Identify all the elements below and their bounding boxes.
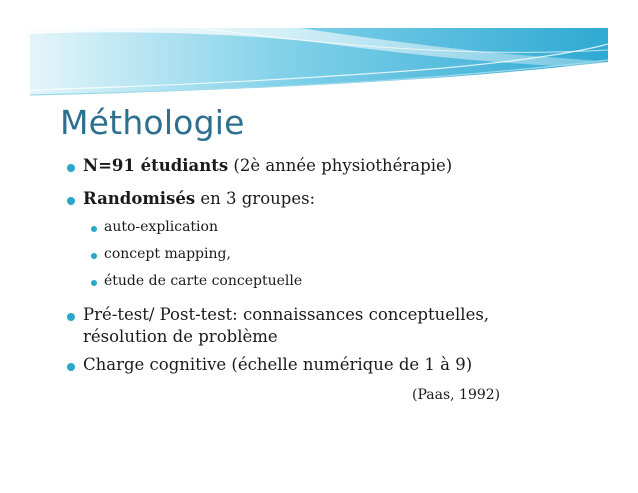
bullet-text: Charge cognitive (échelle numérique de 1 à 9): [83, 355, 473, 374]
bullet-pretest: [83, 305, 489, 324]
bullet-dot-icon: [67, 164, 75, 172]
bullet-text: (2è année physiothérapie): [228, 156, 453, 175]
sub-bullet-etude-carte: [104, 273, 302, 289]
slide-title: Méthologie: [60, 103, 245, 142]
bullet-participants: [83, 156, 452, 175]
bullet-text-line1: Pré-test/ Post-test: connaissances conceptuelles,: [83, 305, 490, 324]
citation: (Paas, 1992): [412, 387, 501, 403]
sub-bullet-text: étude de carte conceptuelle: [104, 273, 303, 289]
bullet-text-line2: résolution de problème: [83, 327, 278, 346]
bullet-charge-cognitive: [83, 355, 472, 374]
sub-bullet-auto-explication: [104, 219, 218, 235]
header-banner: [0, 0, 638, 110]
bullet-dot-icon: [67, 197, 75, 205]
bullet-pretest-line2: [83, 327, 278, 346]
sub-bullet-text: concept mapping,: [104, 246, 231, 262]
bullet-text: en 3 groupes:: [195, 189, 316, 208]
bullet-bold-text: Randomisés: [83, 189, 196, 208]
bullet-randomisation: [83, 189, 315, 208]
bullet-dot-icon: [91, 226, 97, 232]
bullet-bold-text: N=91 étudiants: [83, 156, 229, 175]
bullet-dot-icon: [91, 253, 97, 259]
sub-bullet-text: auto-explication: [104, 219, 218, 235]
bullet-dot-icon: [91, 280, 97, 286]
bullet-dot-icon: [67, 363, 75, 371]
sub-bullet-concept-mapping: [104, 246, 231, 262]
bullet-dot-icon: [67, 313, 75, 321]
